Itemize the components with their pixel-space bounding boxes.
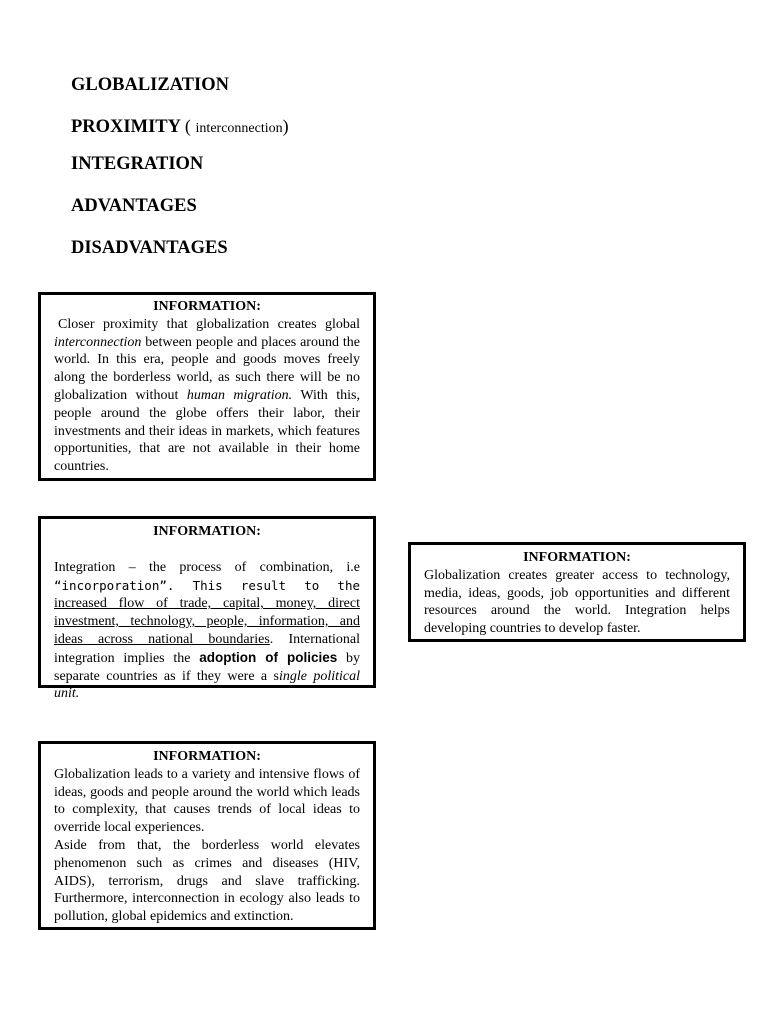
heading-disadvantages: DISADVANTAGES xyxy=(71,238,228,258)
info-box-body xyxy=(54,559,360,703)
proximity-text-human-migration: human migration. xyxy=(186,387,293,403)
integration-text-adoption-of-policies: adoption of policies xyxy=(199,649,338,665)
integration-text-single-political-unit: ingle political unit. xyxy=(54,668,360,702)
heading-proximity-label: PROXIMITY xyxy=(71,117,181,137)
integration-text-1: Integration – the process of combination, i.e xyxy=(54,559,360,575)
disadvantages-paragraph-2: Aside from that, the borderless world elevates phenomenon such as crimes and diseases (HIV, AIDS), terrorism, drugs and slave trafficking. Furthermore, interconnection in ecology also leads to pollution, global epidemics and extinction. xyxy=(54,837,360,925)
proximity-text-interconnection: interconnection xyxy=(54,334,142,350)
proximity-text-3: between people and places around the world. In this era, people and goods moves freely along the borderless world, as such there will be no globalization without xyxy=(54,334,360,403)
heading-integration: INTEGRATION xyxy=(71,154,204,174)
info-box-title: INFORMATION: xyxy=(153,524,261,539)
heading-globalization: GLOBALIZATION xyxy=(71,75,229,95)
info-box-title: INFORMATION: xyxy=(153,749,261,764)
integration-text-increased-flow: increased flow of trade, capital, money, direct investment, technology, people, information, and ideas across national boundaries xyxy=(54,596,360,647)
heading-proximity-sub: interconnection xyxy=(195,121,283,136)
proximity-text-1: Closer proximity that globalization creates global xyxy=(58,316,360,332)
integration-text-incorporation: “incorporation”. This result to the xyxy=(54,577,360,593)
info-box-body xyxy=(54,316,360,476)
info-box-advantages xyxy=(408,542,746,642)
info-box-proximity xyxy=(38,292,376,481)
info-box-title: INFORMATION: xyxy=(153,299,261,314)
heading-advantages: ADVANTAGES xyxy=(71,196,197,216)
info-box-disadvantages xyxy=(38,741,376,930)
advantages-text: Globalization creates greater access to technology, media, ideas, goods, job opportunities and different resources around the world. Integration helps developing countries to develop faster. xyxy=(424,567,730,637)
heading-proximity xyxy=(71,115,289,140)
heading-proximity-open-paren: ( xyxy=(184,116,191,136)
heading-proximity-close-paren: ) xyxy=(282,116,289,136)
info-box-integration xyxy=(38,516,376,702)
info-box-body xyxy=(54,766,360,926)
integration-text-4: . International integration implies the xyxy=(54,631,360,666)
proximity-text-5: With this, people around the globe offers their labor, their investments and their ideas in markets, which features opportunities, that are not available in their home countries. xyxy=(54,387,360,475)
info-box-body xyxy=(424,567,730,638)
integration-text-6: by separate countries as if they were a s xyxy=(54,650,361,684)
info-box-title: INFORMATION: xyxy=(523,550,631,565)
disadvantages-paragraph-1: Globalization leads to a variety and intensive flows of ideas, goods and people around the world which leads to complexity, that causes trends of local ideas to override local experiences. xyxy=(54,766,360,836)
